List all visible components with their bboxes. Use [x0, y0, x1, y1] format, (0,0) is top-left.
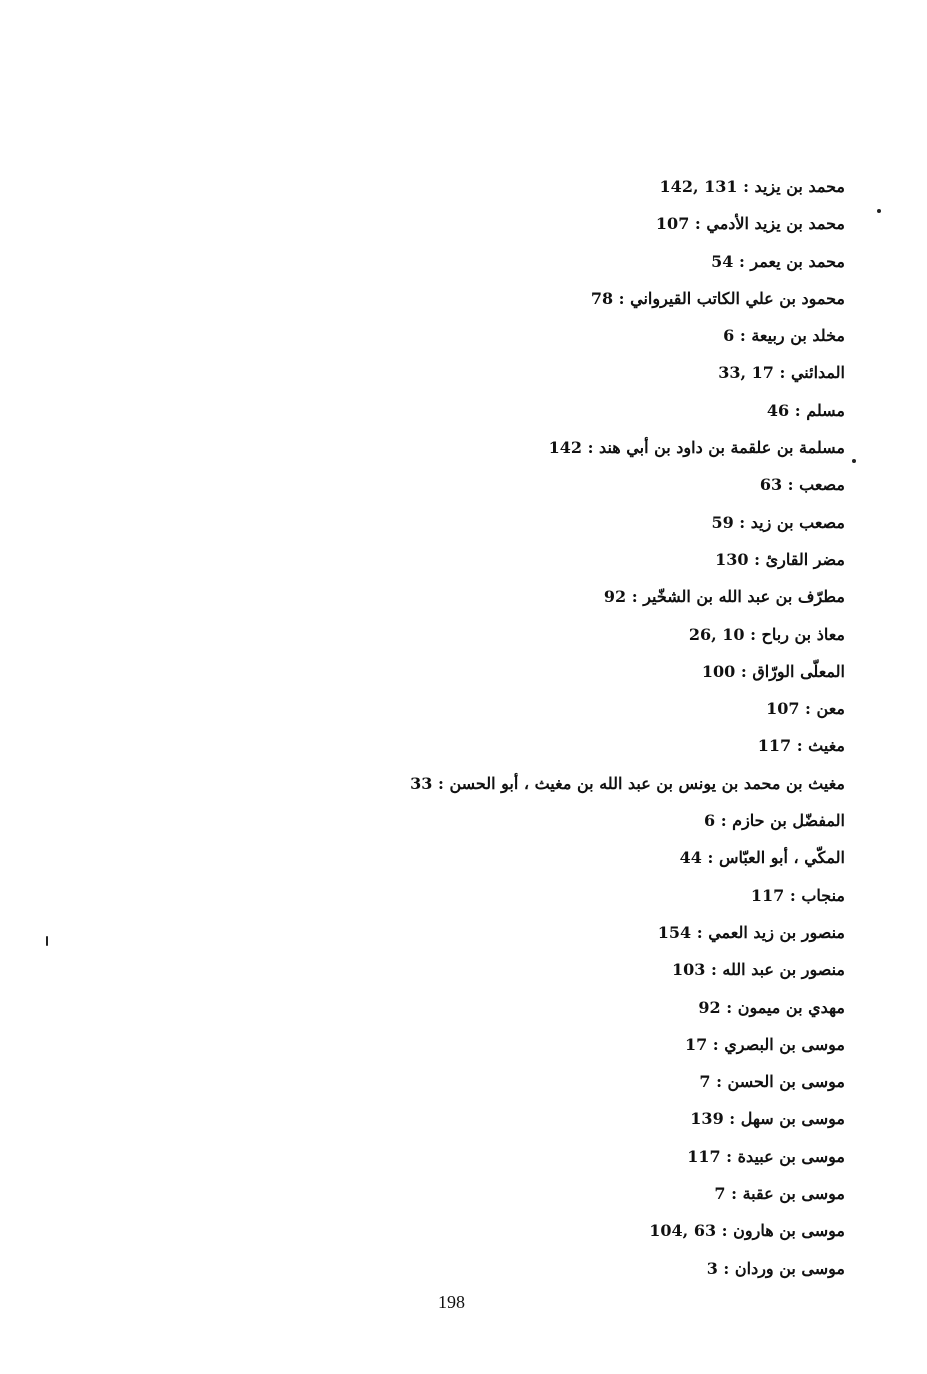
index-entry: معن : 107 — [766, 699, 845, 719]
index-entry: محمود بن علي الكاتب القيرواني : 78 — [590, 288, 845, 308]
index-entry: معاذ بن رباح : 10 ,26 — [688, 624, 845, 644]
index-entry: محمد بن يزيد : 131 ,142 — [659, 177, 845, 196]
index-entry: المعلّى الورّاق : 100 — [701, 661, 845, 681]
page-number: 198 — [438, 1292, 465, 1312]
index-entry: مسلمة بن علقمة بن داود بن أبي هند : 142 — [548, 438, 845, 458]
index-entry: موسى بن البصري : 17 — [684, 1034, 845, 1054]
index-entry: المكّي ، أبو العبّاس : 44 — [679, 848, 845, 868]
index-entry: مصعب : 63 — [759, 475, 845, 495]
index-entry: منصور بن زيد العمي : 154 — [657, 922, 845, 942]
scan-speck — [877, 209, 881, 213]
index-entry: المدائني : 17 ,33 — [718, 363, 845, 383]
index-entry: منجاب : 117 — [750, 885, 845, 905]
index-entry: مطرّف بن عبد الله بن الشخّير : 92 — [603, 587, 845, 607]
index-entry: موسى بن هارون : 63 ,104 — [649, 1221, 845, 1241]
index-entry: مهدي بن ميمون : 92 — [698, 997, 845, 1017]
index-entry: مغيث بن محمد بن يونس بن عبد الله بن مغيث ، أبو الحسن : 33 — [410, 773, 845, 793]
index-entry: موسى بن سهل : 139 — [690, 1109, 845, 1129]
index-entry: مخلد بن ربيعة : 6 — [723, 326, 845, 346]
index-entry: المفضّل بن حازم : 6 — [703, 811, 845, 831]
index-entry: مصعب بن زيد : 59 — [711, 512, 845, 532]
name-index-list — [285, 168, 845, 1287]
index-entry: موسى بن عقبة : 7 — [714, 1184, 845, 1204]
scan-speck — [46, 936, 48, 946]
index-entry: مسلم : 46 — [766, 400, 845, 420]
index-entry: موسى بن الحسن : 7 — [699, 1072, 845, 1092]
index-entry: مغيث : 117 — [757, 736, 845, 756]
index-entry: مضر القارئ : 130 — [715, 549, 845, 569]
index-entry: موسى بن وردان : 3 — [706, 1258, 845, 1278]
index-entry: محمد بن يزيد الأدمي : 107 — [655, 214, 845, 234]
index-entry: محمد بن يعمر : 54 — [711, 251, 845, 271]
index-entry: موسى بن عبيدة : 117 — [687, 1146, 845, 1166]
index-entry: منصور بن عبد الله : 103 — [671, 960, 845, 980]
scan-speck — [852, 459, 856, 463]
